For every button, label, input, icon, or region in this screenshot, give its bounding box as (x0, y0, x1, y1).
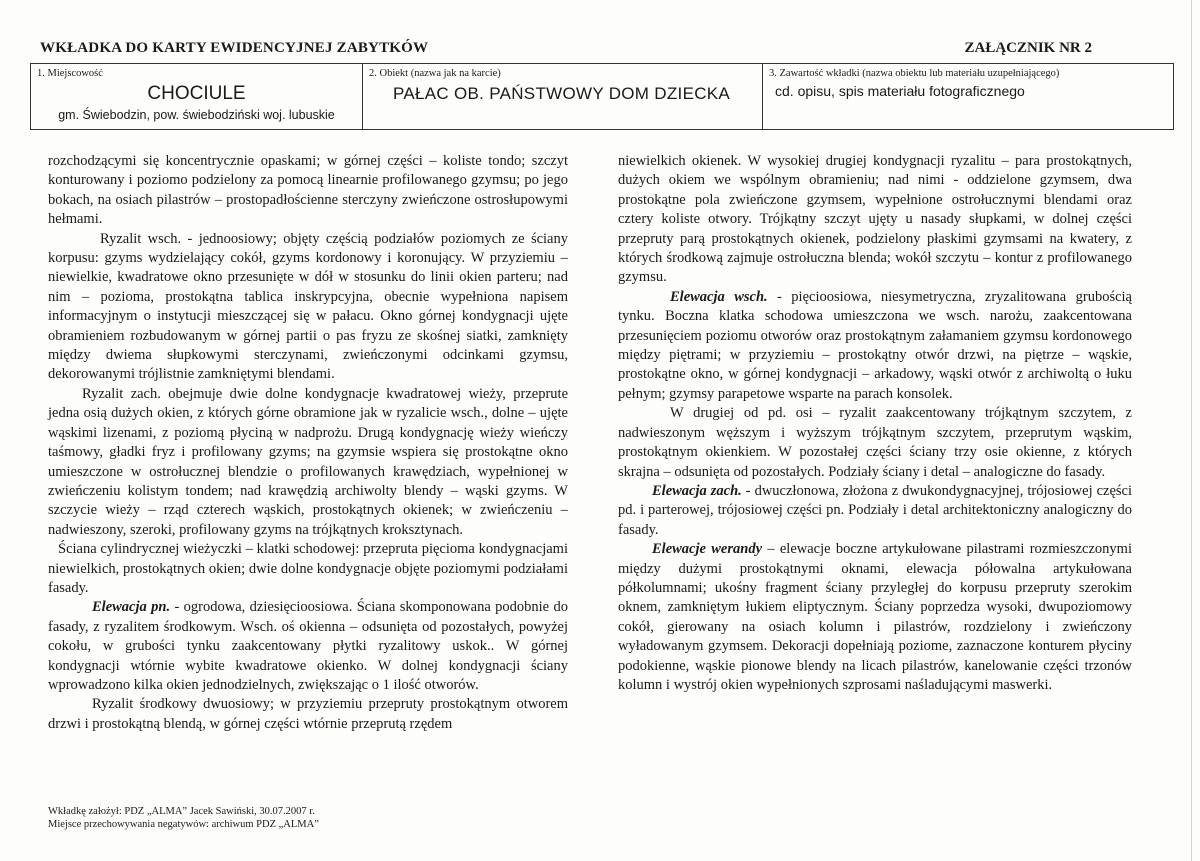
paragraph-text: - ogrodowa, dziesięcioosiowa. Ściana skomponowana podobnie do fasady, z ryzalitem środkowym. Wsch. oś okienna – odsunięta od pozostałych, powyżej cokołu, w grubości tynku zaakcentowany płytki ryzalitowy uskok.. W górnej kondygnacji wtórnie wybite kwadratowe okienko. W dolnej kondygnacji ściany wprowadzono kilka okien jednodzielnych, zwiększając o 1 ilość otworów. (48, 599, 568, 693)
paragraph (618, 540, 1132, 695)
right-text-column (618, 152, 1132, 695)
field-obiekt-label: 2. Obiekt (nazwa jak na karcie) (369, 68, 501, 79)
paragraph: Ryzalit zach. obejmuje dwie dolne kondygnacje kwadratowej wieży, przeprute jedna osią dużych okien, z których górne obramione jak w ryzalicie wsch., dolne – ujęte wąskimi lizenami, z poziomą płyciną w nadprożu. Drugą kondygnację wieży wieńczy taśmowy, gładki fryz i profilowany gzyms; na gzymsie wspiera się prostokątne okno umieszczone w ostrołucznej blendzie o profilowanych krawędziach, wypełnionej w zwieńczeniu kolistym tondem; nad krawędzią archiwolty blendy – wąski gzyms. W szczycie wieży – rząd czterech wąskich, prostokątnych okienek; w zwieńczeniu – nadwieszony, szeroki, profilowany gzyms na trójkątnych kroksztynach. (48, 385, 568, 538)
paragraph: W drugiej od pd. osi – ryzalit zaakcentowany trójkątnym szczytem, z nadwieszonym węższym i wyższym trójkątnym szczytem, przeprutym wąskim, prostokątnym okienkiem. W pozostałej części ściany trzy osie okienne, z których skrajna – odsunięta od pozostałych. Podziały ściany i detal – analogiczne do fasady. (618, 405, 1132, 480)
field-miejscowosc-label: 1. Miejscowość (37, 68, 103, 79)
field-obiekt (362, 63, 762, 130)
footer-author: Wkładkę założył: PDZ „ALMA” Jacek Sawiński, 30.07.2007 r. (48, 806, 315, 817)
footer-archive: Miejsce przechowywania negatywów: archiwum PDZ „ALMA” (48, 819, 319, 830)
paragraph: Ryzalit środkowy dwuosiowy; w przyziemiu przepruty prostokątnym otworem drzwi i prostokątną blendą, w górnej części wtórnie przeprutą rzędem (48, 696, 568, 732)
field-miejscowosc (30, 63, 362, 130)
left-text-column (48, 152, 568, 734)
field-obiekt-value: PAŁAC OB. PAŃSTWOWY DOM DZIECKA (393, 84, 731, 103)
paragraph: niewielkich okienek. W wysokiej drugiej kondygnacji ryzalitu – para prostokątnych, dużych okiem we wspólnym obramieniu; nad nimi - oddzielone gzymsem, dwa prostokątne pola zwieńczone gzymsem, wypełnione ostrołucznymi blendami oraz cztery koliste otwory. Trójkątny szczyt ujęty u nasady słupkami, w dolnej części przepruty parą prostokątnych okienek, podzielony płaskimi gzymsami na kwatery, z których środkową zajmuje ostrołuczna blenda; wokół szczytu – kontur z profilowanego gzymsu. (618, 153, 1132, 286)
paragraph (618, 288, 1132, 404)
section-lead: Elewacje werandy (652, 541, 763, 558)
section-lead: Elewacja zach. (652, 482, 742, 499)
paragraph: Ściana cylindrycznej wieżyczki – klatki schodowej: przepruta pięcioma kondygnacjami niewielkich, prostokątnych okien; dwie dolne kondygnacje objęte poziomymi podziałami fasady. (48, 541, 568, 596)
paragraph-text: – elewacje boczne artykułowane pilastrami rozmieszczonymi między dużymi prostokątnymi oknami, elewacja półowalna artykułowana półkolumnami; ukośny fragment ściany przyległej do korpusu przepruty szerokim oknem, zamkniętym łukiem eliptycznym. Ściany poprzedza wysoki, dwupoziomowy cokół, gierowany na osiach kolumn i pilastrów, rozdzielony i zwieńczony wyładowanym gzymsem. Dekoracji dopełniają poziome, zaznaczone konturem płyciny podokienne, wąskie pionowe blendy na licach pilastrów, kanelowanie części trzonów kolumn i wystrój okien wypełnionych szprosami naśladującymi maswerki. (618, 541, 1132, 693)
field-zawartosc-value: cd. opisu, spis materiału fotograficznego (775, 83, 1025, 99)
annex-label: ZAŁĄCZNIK NR 2 (964, 40, 1092, 56)
field-zawartosc-label: 3. Zawartość wkładki (nazwa obiektu lub materiału uzupełniającego) (769, 68, 1060, 79)
section-lead: Elewacja wsch. (670, 288, 768, 305)
footer (48, 805, 319, 831)
document-title: WKŁADKA DO KARTY EWIDENCYJNEJ ZABYTKÓW (40, 40, 429, 56)
paragraph-text: - dwuczłonowa, złożona z dwukondygnacyjnej, trójosiowej części pd. i parterowej, trójosiowej części pn. Podziały i detal architektoniczny analogiczny do fasady. (618, 482, 1133, 538)
field-miejscowosc-sub: gm. Świebodzin, pow. świebodziński woj. lubuskie (58, 108, 335, 122)
paragraph: Ryzalit wsch. - jednoosiowy; objęty częścią podziałów poziomych ze ściany korpusu: gzyms wydzielający cokół, gzyms kordonowy i koronujący. W przyziemiu – niewielkie, kwadratowe okno przesunięte w dół w stosunku do linii okien parteru; nad nim – pozioma, prostokątna tablica inskrypcyjna, obecnie wypełniona napisem informacyjnym o instytucji mieszczącej się w pałacu. Okno górnej kondygnacji ujęte obramieniem rozbudowanym w górnej partii o pas fryzu ze skośnej siatki, zamknięty między dwiema słupkowymi sterczynami, zwieńczonymi odcinkami gzymsu, dekorowanymi trójlistnie zamkniętymi blendami. (48, 230, 568, 383)
field-zawartosc (762, 63, 1174, 130)
paragraph-text: - pięcioosiowa, niesymetryczna, zryzalitowana grubością tynku. Boczna klatka schodowa umieszczona we wsch. narożu, zaakcentowana przesunięciem poziomu otworów oraz prostokątnym załamaniem gzymsu kordonowego między piętrami; w przyziemiu – prostokątny otwór drzwi, na piętrze – wąskie, prostokątne okno, w górnej kondygnacji – arkadowy, wąski otwór z archiwoltą o łuku pełnym; gzymsy parapetowe wsparte na parach konsolek. (618, 288, 1132, 402)
paragraph (618, 482, 1132, 540)
paragraph: rozchodzącymi się koncentrycznie opaskami; w górnej części – koliste tondo; szczyt konturowany i poziomo podzielony za pomocą linearnie profilowanego gzymsu; po jego bokach, na osiach pilastrów – prostopadłościenne sterczyny zwieńczone ostrosłupowymi hełmami. (48, 153, 568, 228)
page-edge (1191, 0, 1192, 861)
field-miejscowosc-value: CHOCIULE (147, 83, 246, 104)
paragraph (48, 598, 568, 695)
section-lead: Elewacja pn. (92, 599, 171, 616)
